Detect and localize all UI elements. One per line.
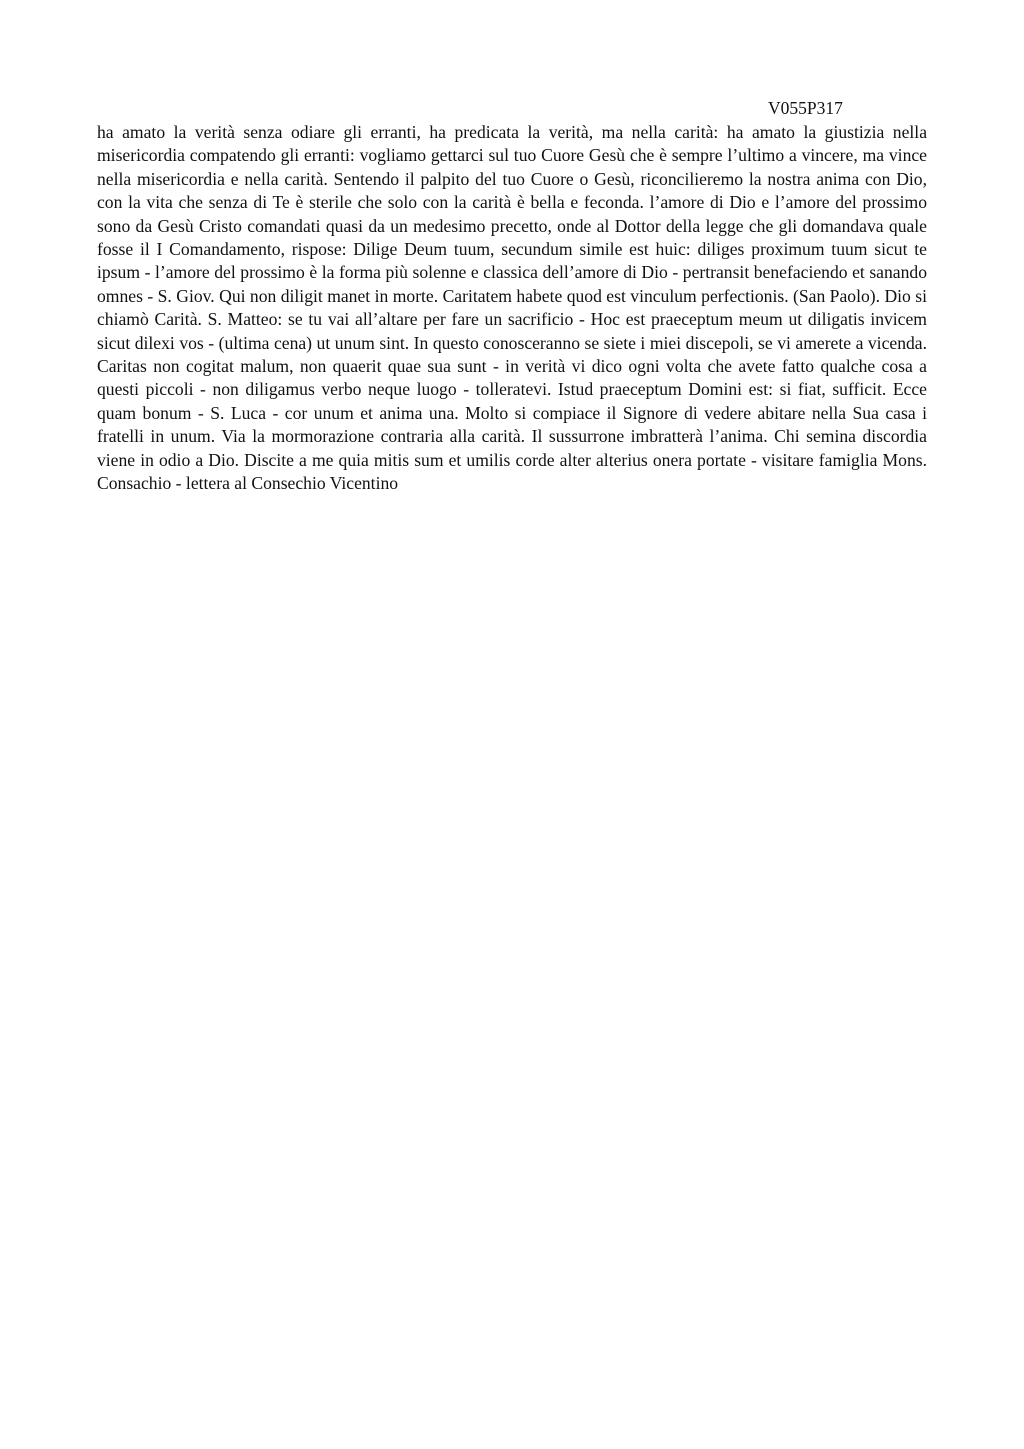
body-paragraph: ha amato la verità senza odiare gli erranti, ha predicata la verità, ma nella carità: ha amato la giustizia nella misericordia compatendo gli erranti: vogliamo gettarci sul tuo Cuore Gesù che è sempre l’ultimo a vincere, ma vince nella misericordia e nella carità. Sentendo il palpito del tuo Cuore o Gesù, riconcilieremo la nostra anima con Dio, con la vita che senza di Te è sterile che solo con la carità è bella e feconda. l’amore di Dio e l’amore del prossimo sono da Gesù Cristo comandati quasi da un medesimo precetto, onde al Dottor della legge che gli domandava quale fosse il I Comandamento, rispose: Dilige Deum tuum, secundum simile est huic: diliges proximum tuum sicut te ipsum - l’amore del prossimo è la forma più solenne e classica dell’amore di Dio - pertransit benefaciendo et sanando omnes - S. Giov. Qui non diligit manet in morte. Caritatem habete quod est vinculum perfectionis. (San Paolo). Dio si chiamò Carità. S. Matteo: se tu vai all’altare per fare un sacrificio - Hoc est praeceptum meum ut diligatis invicem sicut dilexi vos - (ultima cena) ut unum sint. In questo conosceranno se siete i miei discepoli, se vi amerete a vicenda. Caritas non cogitat malum, non quaerit quae sua sunt - in verità vi dico ogni volta che avete fatto qualche cosa a questi piccoli - non diligamus verbo neque luogo - tolleratevi. Istud praeceptum Domini est: si fiat, sufficit. Ecce quam bonum - S. Luca - cor unum et anima una. Molto si compiace il Signore di vedere abitare nella Sua casa i fratelli in unum. Via la mormorazione contraria alla carità. Il sussurrone imbratterà l’anima. Chi semina discordia viene in odio a Dio. Discite a me quia mitis sum et umilis corde alter alterius onera portate - visitare famiglia Mons. Consachio - lettera al Consechio Vicentino: [97, 122, 927, 494]
page-reference: V055P317: [768, 98, 843, 118]
